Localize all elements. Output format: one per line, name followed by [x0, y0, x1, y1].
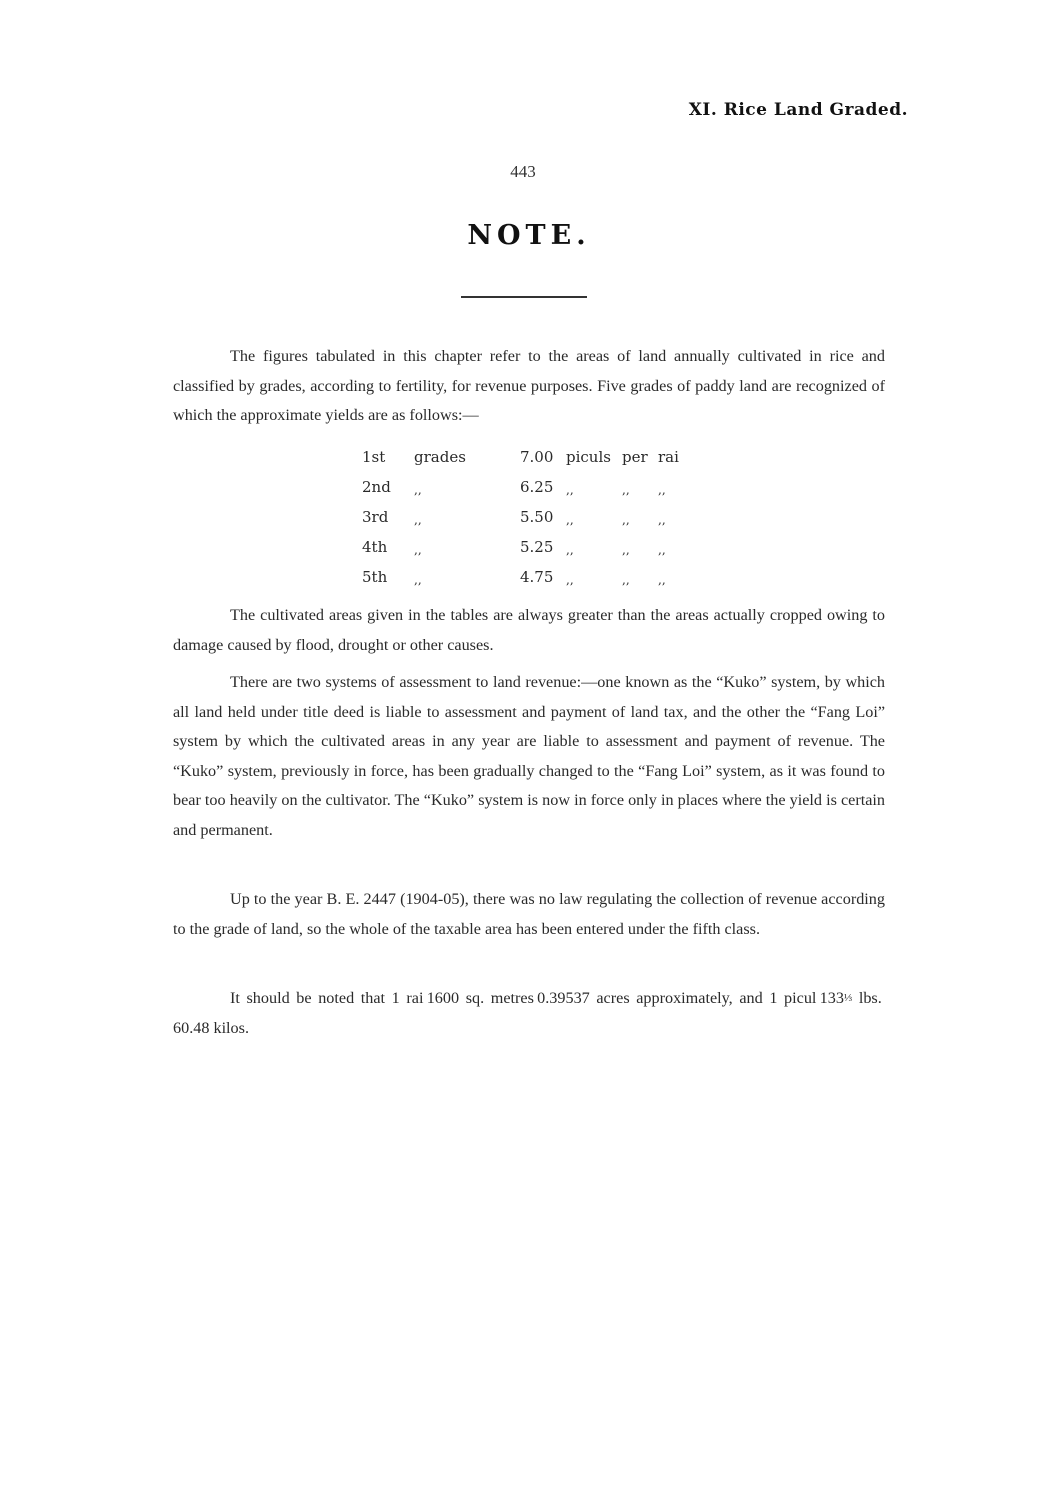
page-number: 443	[510, 162, 536, 181]
units-text-start: It should be noted that 1 rai 1600 sq. metres 0.39537 acres approximately, and 1 picul 133	[230, 989, 844, 1007]
table-cell-grade: 3rd	[362, 508, 389, 526]
paragraph-units-note	[173, 984, 885, 1043]
table-cell-u2: ,,	[622, 483, 630, 497]
table-cell-u1: ,,	[566, 573, 574, 587]
paragraph-text	[173, 984, 885, 1043]
table-cell-u1: piculs	[566, 448, 611, 466]
table-cell-value: 5.25	[520, 538, 554, 556]
paragraph-text: The cultivated areas given in the tables are always greater than the areas actually cropped owing to damage caused by flood, drought or other causes.	[173, 606, 885, 654]
table-cell-grade-word: ,,	[414, 543, 422, 557]
table-row	[362, 502, 688, 532]
table-cell-grade: 1st	[362, 448, 386, 466]
table-cell-value: 7.00	[520, 448, 554, 466]
table-cell-u1: ,,	[566, 483, 574, 497]
table-cell-u2: ,,	[622, 573, 630, 587]
table-cell-value: 4.75	[520, 568, 554, 586]
table-cell-u1: ,,	[566, 543, 574, 557]
table-cell-value: 6.25	[520, 478, 554, 496]
table-row	[362, 472, 688, 502]
table-cell-grade-word: ,,	[414, 483, 422, 497]
table-cell-u3: ,,	[658, 543, 666, 557]
paragraph-text: The figures tabulated in this chapter refer to the areas of land annually cultivated in rice and classified by grades, according to fertility, for revenue purposes. Five grades of paddy land are recognized of which the approximate yields are as follows:—	[173, 347, 885, 425]
table-row	[362, 532, 688, 562]
table-cell-u3: ,,	[658, 483, 666, 497]
paragraph-grades-intro	[173, 342, 885, 431]
table-cell-value: 5.50	[520, 508, 554, 526]
table-cell-grade: 2nd	[362, 478, 391, 496]
table-cell-grade-word: ,,	[414, 573, 422, 587]
yield-table	[362, 442, 688, 592]
table-cell-u2: ,,	[622, 513, 630, 527]
table-row	[362, 442, 688, 472]
table-cell-u3: ,,	[658, 573, 666, 587]
table-cell-u3: rai	[658, 448, 679, 466]
running-title: XI. Rice Land Graded.	[688, 100, 908, 120]
paragraph-law-history	[173, 885, 885, 944]
paragraph-text: There are two systems of assessment to land revenue:—one known as the “Kuko” system, by which all land held under title deed is liable to assessment and payment of land tax, and the other the “Fang Loi” system by which the cultivated areas in any year are liable to assessment and payment of revenue. The “Kuko” system, previously in force, has been gradually changed to the “Fang Loi” system, as it was found to bear too heavily on the cultivator. The “Kuko” system is now in force only in places where the yield is certain and permanent.	[173, 673, 885, 839]
page-title: NOTE.	[467, 220, 591, 251]
table-cell-grade-word: grades	[414, 448, 466, 466]
fraction-third: ⅓	[843, 992, 853, 1004]
title-rule	[461, 296, 587, 298]
units-text-end: lbs. 60.48 kilos.	[173, 989, 886, 1037]
table-cell-u1: ,,	[566, 513, 574, 527]
paragraph-text: Up to the year B. E. 2447 (1904-05), there was no law regulating the collection of revenue according to the grade of land, so the whole of the taxable area has been entered under the fifth class.	[173, 890, 885, 938]
table-cell-u2: ,,	[622, 543, 630, 557]
table-row	[362, 562, 688, 592]
paragraph-assessment-systems	[173, 668, 885, 846]
table-cell-grade-word: ,,	[414, 513, 422, 527]
table-cell-grade: 5th	[362, 568, 388, 586]
table-cell-u2: per	[622, 448, 648, 466]
table-cell-u3: ,,	[658, 513, 666, 527]
table-cell-grade: 4th	[362, 538, 388, 556]
paragraph-cultivated-areas	[173, 601, 885, 660]
